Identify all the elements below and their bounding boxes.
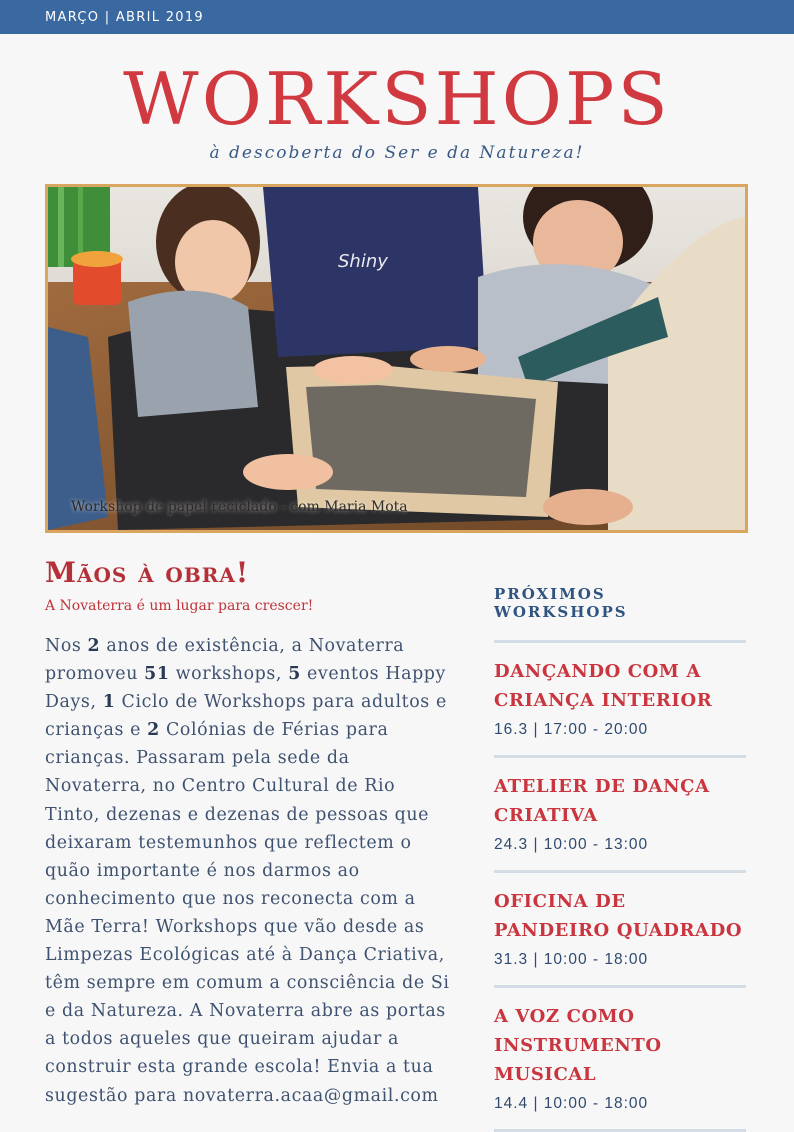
upcoming-workshops [494,585,746,1132]
workshop-item [494,873,746,985]
intro-paragraph: Nos 2 anos de existência, a Novaterra promoveu 51 workshops, 5 eventos Happy Days, 1 Ciclo de Workshops para adultos e crianças e 2 Colónias de Férias para crianças. Passaram pela sede da Novaterra, no Centro Cultural de Rio Tinto, dezenas e dezenas de pessoas que deixaram testemunhos que reflectem o quão importante é nos darmos ao conhecimento que nos reconecta com a Mãe Terra! Workshops que vão desde as Limpezas Ecológicas até à Dança Criativa, têm sempre em comum a consciência de Si e da Natureza. A Novaterra abre as portas a todos aqueles que queiram ajudar a construir esta grande escola! Envia a tua sugestão para novaterra.acaa@gmail.com [45,636,450,1106]
photo-caption: Workshop de papel reciclado - com Maria Mota [71,499,408,515]
page-title: WORKSHOPS [123,57,671,141]
workshop-time: 31.3 | 10:00 - 18:00 [494,951,649,968]
photo-illustration [48,187,745,530]
workshop-time: 24.3 | 10:00 - 13:00 [494,836,649,853]
stat-number: 2 [87,636,101,656]
page-subtitle: à descoberta do Ser e da Natureza! [209,143,585,163]
workshop-time: 16.3 | 17:00 - 20:00 [494,721,649,738]
workshop-name: DANÇANDO COM A CRIANÇA INTERIOR [494,661,713,711]
stat-number: 5 [288,664,301,685]
upcoming-title: PRÓXIMOS WORKSHOPS [494,585,628,621]
workshop-item [494,758,746,870]
workshop-photo [45,184,748,533]
svg-text:Shiny: Shiny [338,251,388,272]
stat-number: 1 [102,692,116,713]
workshop-time: 14.4 | 10:00 - 18:00 [494,1095,649,1112]
workshop-name: A VOZ COMO INSTRUMENTO MUSICAL [494,1006,662,1085]
intro-heading: Mãos à obra! [45,556,250,589]
workshop-item [494,988,746,1129]
stat-number: 51 [144,664,170,685]
header-bar [0,0,794,34]
workshop-item [494,643,746,755]
stat-number: 2 [147,720,160,741]
date-range: MARÇO | ABRIL 2019 [45,10,204,25]
intro-tagline: A Novaterra é um lugar para crescer! [45,598,314,614]
workshop-name: OFICINA DE PANDEIRO QUADRADO [494,891,743,941]
workshop-name: ATELIER DE DANÇA CRIATIVA [494,776,710,826]
